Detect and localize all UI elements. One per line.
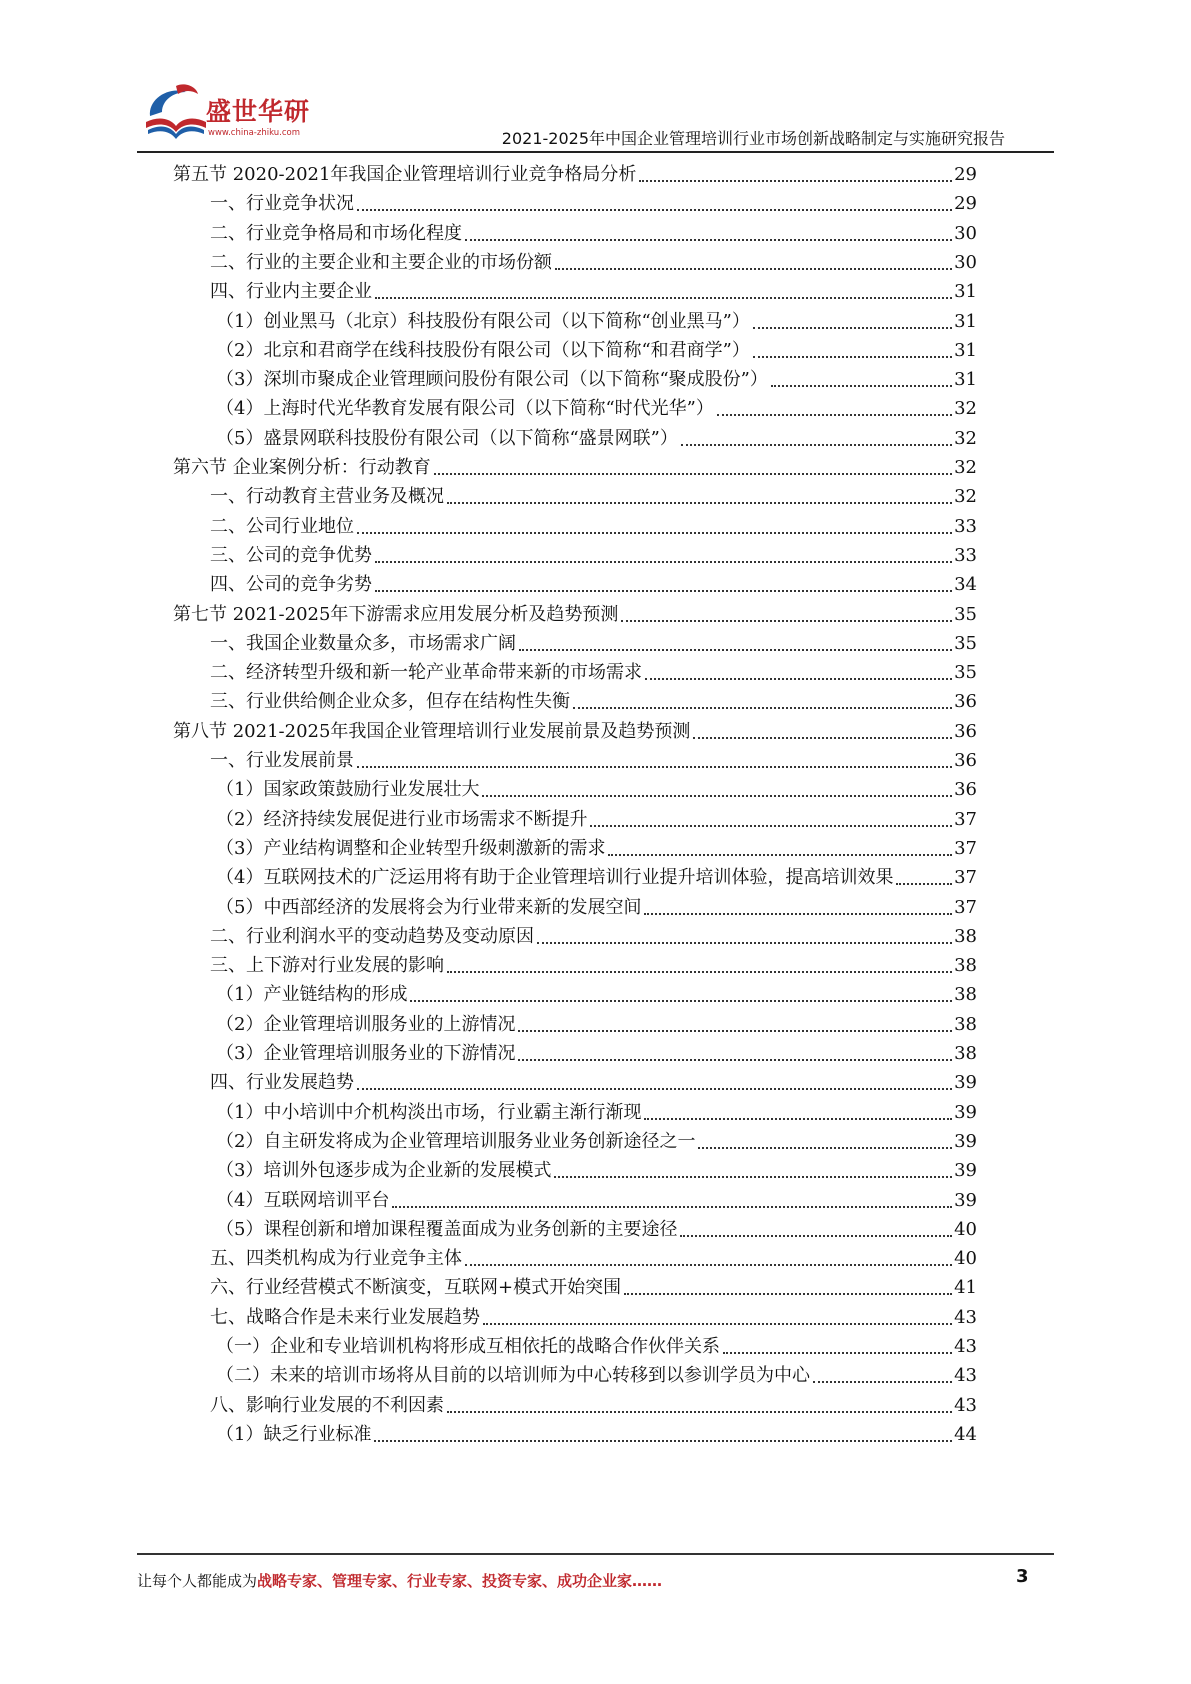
toc-entry[interactable]	[216, 336, 977, 366]
toc-entry-page: 30	[954, 251, 977, 273]
toc-entry-page: 33	[954, 515, 977, 537]
toc-entry-page: 38	[954, 1013, 977, 1035]
toc-entry-label: 二、经济转型升级和新一轮产业革命带来新的市场需求	[210, 662, 642, 684]
footer-slogan-prefix: 让每个人都能成为	[137, 1572, 258, 1590]
toc-entry-page: 43	[954, 1306, 977, 1328]
toc-entry[interactable]	[216, 1332, 977, 1362]
toc-dot-leader	[698, 1147, 952, 1149]
company-logo	[140, 82, 320, 148]
toc-dot-leader	[680, 1235, 952, 1237]
toc-entry-page: 36	[954, 750, 977, 771]
toc-dot-leader	[723, 1352, 952, 1354]
toc-entry-page: 32	[954, 486, 977, 508]
logo-title: 盛世华研	[206, 97, 311, 126]
toc-entry[interactable]	[173, 160, 977, 190]
toc-dot-leader	[447, 971, 952, 973]
toc-entry-label: （1）缺乏行业标准	[216, 1423, 372, 1445]
toc-entry-label: 五、四类机构成为行业竞争主体	[210, 1248, 462, 1270]
toc-entry[interactable]	[216, 365, 977, 395]
toc-entry-page: 39	[954, 1101, 977, 1123]
toc-entry-page: 39	[954, 1130, 977, 1152]
toc-entry-page: 31	[954, 369, 977, 391]
toc-entry-label: （3）企业管理培训服务业的下游情况	[216, 1043, 516, 1064]
toc-entry[interactable]	[210, 1391, 977, 1421]
toc-entry-label: 二、行业竞争格局和市场化程度	[210, 222, 462, 244]
toc-entry-label: （2）经济持续发展促进行业市场需求不断提升	[216, 808, 588, 830]
toc-entry-page: 37	[954, 867, 977, 889]
toc-dot-leader	[375, 590, 952, 592]
toc-dot-leader	[357, 766, 952, 768]
toc-entry[interactable]	[210, 922, 977, 952]
toc-entry-label: 第七节 2021-2025年下游需求应用发展分析及趋势预测	[173, 603, 619, 625]
toc-entry-page: 33	[954, 544, 977, 566]
toc-dot-leader	[896, 883, 952, 885]
toc-dot-leader	[447, 1411, 952, 1413]
toc-entry-page: 35	[954, 662, 977, 684]
toc-entry-page: 39	[954, 1072, 977, 1094]
toc-entry-page: 32	[954, 457, 977, 478]
footer-slogan-highlight: 战略专家、管理专家、行业专家、投资专家、成功企业家……	[257, 1572, 663, 1590]
toc-entry[interactable]	[210, 248, 977, 278]
toc-entry-label: （1）中小培训中介机构淡出市场，行业霸主渐行渐现	[216, 1101, 642, 1123]
document-title: 2021-2025年中国企业管理培训行业市场创新战略制定与实施研究报告	[501, 129, 1005, 148]
toc-entry-label: 二、行业利润水平的变动趋势及变动原因	[210, 925, 534, 947]
toc-entry[interactable]	[210, 189, 977, 219]
toc-dot-leader	[357, 532, 952, 534]
toc-entry-label: （1）创业黑马（北京）科技股份有限公司（以下简称“创业黑马”）	[216, 310, 750, 332]
toc-entry-page: 37	[954, 808, 977, 830]
toc-entry[interactable]	[216, 893, 977, 923]
toc-entry-label: 二、行业的主要企业和主要企业的市场份额	[210, 251, 552, 273]
toc-entry[interactable]	[216, 1361, 977, 1391]
toc-entry-label: 第六节 企业案例分析：行动教育	[173, 457, 431, 478]
toc-dot-leader	[374, 1440, 952, 1442]
toc-entry-page: 43	[954, 1336, 977, 1357]
toc-entry-label: 七、战略合作是未来行业发展趋势	[210, 1306, 480, 1328]
header-divider	[137, 151, 1054, 153]
toc-dot-leader	[681, 444, 952, 446]
toc-entry[interactable]	[210, 629, 977, 659]
toc-dot-leader	[771, 385, 952, 387]
toc-dot-leader	[645, 678, 952, 680]
toc-entry[interactable]	[210, 1273, 977, 1303]
toc-entry-label: （5）中西部经济的发展将会为行业带来新的发展空间	[216, 896, 642, 918]
toc-entry-label: 二、公司行业地位	[210, 515, 354, 537]
toc-entry-label: （一）企业和专业培训机构将形成互相依托的战略合作伙伴关系	[216, 1336, 720, 1357]
toc-entry-page: 37	[954, 896, 977, 918]
toc-entry[interactable]	[210, 512, 977, 542]
toc-entry[interactable]	[210, 219, 977, 249]
toc-entry-page: 34	[954, 574, 977, 596]
toc-entry-label: 一、我国企业数量众多，市场需求广阔	[210, 632, 516, 654]
toc-dot-leader	[813, 1381, 952, 1383]
toc-dot-leader	[608, 854, 952, 856]
toc-entry-page: 31	[954, 281, 977, 303]
toc-dot-leader	[590, 825, 952, 827]
toc-entry[interactable]	[216, 1039, 977, 1069]
toc-entry[interactable]	[173, 717, 977, 747]
toc-dot-leader	[519, 649, 952, 651]
toc-entry[interactable]	[216, 1127, 977, 1157]
toc-entry-label: （2）北京和君商学在线科技股份有限公司（以下简称“和君商学”）	[216, 339, 750, 361]
toc-entry[interactable]	[216, 980, 977, 1010]
toc-entry[interactable]	[210, 482, 977, 512]
toc-entry-label: （3）产业结构调整和企业转型升级刺激新的需求	[216, 837, 606, 859]
toc-entry-page: 31	[954, 339, 977, 361]
toc-dot-leader	[482, 795, 952, 797]
toc-entry-label: 四、行业发展趋势	[210, 1072, 354, 1094]
toc-dot-leader	[465, 239, 952, 241]
toc-dot-leader	[554, 1176, 952, 1178]
toc-entry[interactable]	[216, 307, 977, 337]
toc-entry-label: （二）未来的培训市场将从目前的以培训师为中心转移到以参训学员为中心	[216, 1365, 810, 1387]
toc-entry-page: 43	[954, 1365, 977, 1387]
toc-entry-page: 37	[954, 837, 977, 859]
toc-entry-label: 四、公司的竞争劣势	[210, 574, 372, 596]
toc-entry[interactable]	[216, 1215, 977, 1245]
toc-dot-leader	[434, 473, 952, 475]
toc-dot-leader	[357, 209, 952, 211]
logo-url: www.china-zhiku.com	[208, 128, 300, 138]
toc-entry-page: 29	[954, 193, 977, 215]
toc-entry[interactable]	[173, 453, 977, 483]
toc-entry-label: 三、公司的竞争优势	[210, 544, 372, 566]
toc-entry-label: 第五节 2020-2021年我国企业管理培训行业竞争格局分析	[173, 164, 637, 185]
logo-book-icon	[140, 82, 210, 146]
toc-entry-page: 38	[954, 984, 977, 1006]
toc-entry[interactable]	[216, 1420, 977, 1450]
toc-dot-leader	[375, 297, 952, 299]
toc-entry-page: 38	[954, 925, 977, 947]
footer-slogan	[137, 1570, 662, 1591]
toc-entry-page: 40	[954, 1218, 977, 1240]
toc-entry-page: 40	[954, 1248, 977, 1270]
toc-dot-leader	[447, 502, 952, 504]
toc-entry[interactable]	[210, 541, 977, 571]
toc-entry-label: （5）课程创新和增加课程覆盖面成为业务创新的主要途径	[216, 1218, 678, 1240]
toc-entry[interactable]	[210, 687, 977, 717]
toc-entry[interactable]	[216, 1186, 977, 1216]
toc-dot-leader	[357, 1088, 952, 1090]
toc-entry-label: （5）盛景网联科技股份有限公司（以下简称“盛景网联”）	[216, 427, 678, 449]
toc-dot-leader	[753, 356, 952, 358]
toc-entry[interactable]	[210, 570, 977, 600]
toc-entry-label: （1）国家政策鼓励行业发展壮大	[216, 779, 480, 801]
toc-entry-label: 三、行业供给侧企业众多，但存在结构性失衡	[210, 691, 570, 713]
toc-entry-label: （3）深圳市聚成企业管理顾问股份有限公司（以下简称“聚成股份”）	[216, 369, 768, 391]
toc-entry-label: （2）企业管理培训服务业的上游情况	[216, 1013, 516, 1035]
toc-entry-page: 39	[954, 1160, 977, 1182]
toc-entry[interactable]	[210, 1303, 977, 1333]
toc-entry-page: 30	[954, 222, 977, 244]
toc-entry[interactable]	[216, 1156, 977, 1186]
toc-entry[interactable]	[216, 863, 977, 893]
toc-entry-label: 四、行业内主要企业	[210, 281, 372, 303]
toc-entry-page: 41	[954, 1277, 977, 1299]
toc-entry-page: 29	[954, 164, 977, 185]
toc-dot-leader	[717, 414, 952, 416]
toc-dot-leader	[621, 620, 952, 622]
toc-entry-label: （4）上海时代光华教育发展有限公司（以下简称“时代光华”）	[216, 398, 714, 420]
toc-entry-label: 一、行业竞争状况	[210, 193, 354, 215]
toc-dot-leader	[639, 180, 952, 182]
toc-entry[interactable]	[216, 775, 977, 805]
toc-entry-page: 36	[954, 691, 977, 713]
toc-dot-leader	[573, 707, 952, 709]
toc-entry-label: 六、行业经营模式不断演变，互联网+模式开始突围	[210, 1277, 622, 1299]
toc-entry[interactable]	[216, 424, 977, 454]
toc-entry[interactable]	[216, 394, 977, 424]
toc-entry-label: 八、影响行业发展的不利因素	[210, 1394, 444, 1416]
toc-entry-label: （1）产业链结构的形成	[216, 984, 408, 1006]
toc-dot-leader	[410, 1000, 952, 1002]
toc-entry-page: 35	[954, 603, 977, 625]
footer-divider	[137, 1553, 1054, 1555]
page-header	[0, 0, 1191, 150]
toc-entry-page: 38	[954, 955, 977, 977]
toc-entry-page: 32	[954, 427, 977, 449]
toc-entry[interactable]	[216, 834, 977, 864]
toc-entry-label: 一、行业发展前景	[210, 750, 354, 771]
toc-entry-label: （2）自主研发将成为企业管理培训服务业业务创新途径之一	[216, 1130, 696, 1152]
toc-entry[interactable]	[210, 658, 977, 688]
toc-dot-leader	[693, 737, 952, 739]
toc-dot-leader	[465, 1264, 952, 1266]
toc-entry-page: 36	[954, 720, 977, 742]
toc-dot-leader	[518, 1059, 952, 1061]
toc-dot-leader	[624, 1293, 952, 1295]
toc-entry[interactable]	[216, 1098, 977, 1128]
toc-dot-leader	[375, 561, 952, 563]
page-number: 3	[1016, 1566, 1029, 1587]
toc-entry-page: 31	[954, 310, 977, 332]
toc-entry-page: 36	[954, 779, 977, 801]
toc-entry-label: （3）培训外包逐步成为企业新的发展模式	[216, 1160, 552, 1182]
toc-dot-leader	[537, 942, 952, 944]
toc-dot-leader	[753, 327, 952, 329]
toc-entry-page: 43	[954, 1394, 977, 1416]
toc-entry[interactable]	[216, 1010, 977, 1040]
toc-dot-leader	[644, 913, 952, 915]
toc-entry-label: 一、行动教育主营业务及概况	[210, 486, 444, 508]
toc-entry-page: 39	[954, 1189, 977, 1211]
toc-entry-page: 38	[954, 1043, 977, 1064]
toc-entry[interactable]	[210, 746, 977, 776]
toc-entry[interactable]	[210, 1068, 977, 1098]
toc-entry[interactable]	[210, 1244, 977, 1274]
toc-entry-page: 32	[954, 398, 977, 420]
toc-dot-leader	[555, 268, 952, 270]
toc-dot-leader	[518, 1030, 952, 1032]
toc-entry-label: 三、上下游对行业发展的影响	[210, 955, 444, 977]
toc-entry-label: （4）互联网技术的广泛运用将有助于企业管理培训行业提升培训体验，提高培训效果	[216, 867, 894, 889]
toc-entry-page: 35	[954, 632, 977, 654]
toc-entry[interactable]	[216, 805, 977, 835]
toc-entry[interactable]	[173, 600, 977, 630]
toc-entry-label: 第八节 2021-2025年我国企业管理培训行业发展前景及趋势预测	[173, 720, 691, 742]
toc-entry[interactable]	[210, 951, 977, 981]
toc-dot-leader	[644, 1118, 952, 1120]
toc-dot-leader	[483, 1323, 952, 1325]
toc-entry-page: 44	[954, 1423, 977, 1445]
toc-entry[interactable]	[210, 277, 977, 307]
toc-dot-leader	[392, 1206, 952, 1208]
toc-entry-label: （4）互联网培训平台	[216, 1189, 390, 1211]
